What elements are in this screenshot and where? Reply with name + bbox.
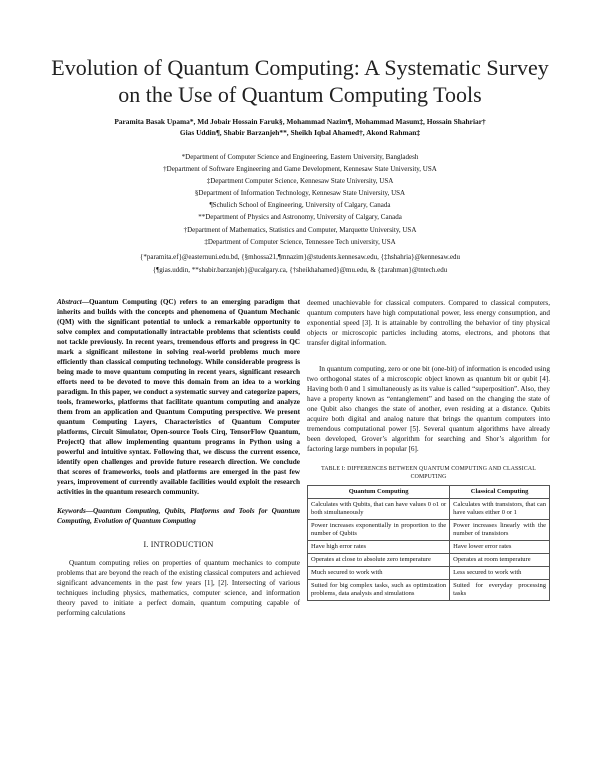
keywords <box>57 506 300 526</box>
table-cell: Power increases linearly with the number of transistors <box>450 520 550 541</box>
intro-paragraph: Quantum computing relies on properties of quantum mechanics to compute problems that are beyond the reach of the existing classical computers and achieved significant advancements in the past few years [1], [2]. Intersecting of various techniques including physics, mathematics, computer science, and information theory paved to initiate a perfect domain, quantum computing capable of performing calculations <box>57 559 300 617</box>
table-row <box>308 520 550 541</box>
table-row <box>308 567 550 580</box>
table-header: Classical Computing <box>450 486 550 499</box>
keywords-label: Keywords— <box>57 507 93 515</box>
abstract-label: Abstract— <box>57 298 89 306</box>
table-cell: Calculates with transistors, that can have values either 0 or 1 <box>450 499 550 520</box>
table-caption: TABLE I: DIFFERENCES BETWEEN QUANTUM COMPUTING AND CLASSICAL COMPUTING <box>321 466 536 480</box>
affiliation: **Department of Physics and Astronomy, University of Calgary, Canada <box>198 213 402 222</box>
keywords-text: Quantum Computing, Qubits, Platforms and Tools for Quantum Computing, Evolution of Quantum Computing <box>57 507 300 525</box>
section-heading-introduction: I. INTRODUCTION <box>143 540 214 549</box>
email-line: {*paramita.ef}@easternuni.edu.bd, {§mhossa21,¶mnazim}@students.kennesaw.edu, {‡hshahria}@kennesaw.edu <box>140 253 460 261</box>
table-row <box>308 499 550 520</box>
affiliation: ‡Department of Computer Science, Tennessee Tech university, USA <box>204 237 396 246</box>
table-row <box>308 541 550 554</box>
email-list <box>60 251 540 276</box>
table-cell: Suited for everyday processing tasks <box>450 580 550 601</box>
table-row <box>308 554 550 567</box>
table-header: Quantum Computing <box>308 486 450 499</box>
table-cell: Calculates with Qubits, that can have values 0 o1 or both simultaneously <box>308 499 450 520</box>
affiliation: ¶Schulich School of Engineering, University of Calgary, Canada <box>209 201 391 210</box>
table-cell: Less secured to work with <box>450 567 550 580</box>
table-row <box>308 580 550 601</box>
affiliation: *Department of Computer Science and Engineering, Eastern University, Bangladesh <box>181 153 419 161</box>
email-line: {¶gias.uddin, **shabir.barzanjeh}@ucalgary.ca, {†sheikhahamed}@mu.edu, & {‡arahman}@tntech.edu <box>152 265 448 274</box>
affiliation: ‡Department Computer Science, Kennesaw State University, USA <box>206 177 394 186</box>
author-list <box>55 116 545 138</box>
right-column <box>307 298 550 601</box>
affiliation-list <box>60 151 540 248</box>
table-cell: Operates at close to absolute zero temperature <box>308 554 450 567</box>
comparison-table <box>307 485 550 601</box>
body-paragraph: In quantum computing, zero or one bit (one-bit) of information is encoded using two orthogonal states of a microscopic object known as quantum bit or qubit [4]. Having both 0 and 1 simultaneously as its value is called “superposition”. Also, they have a property known as “entanglement” and based on the changing the state of one Qubit also changes the state of another, even residing at a distance. Qubits acquire both digital and analog nature that brings the quantum computers into tremendous computational power [5]. Several quantum algorithms have already been developed, Grover’s algorithm for searching and Shor’s algorithm for factoring large numbers in popular [6]. <box>307 365 550 453</box>
table-header-row <box>308 486 550 499</box>
abstract-text: Quantum Computing (QC) refers to an emerging paradigm that inherits and builds with the concepts and phenomena of Quantum Mechanic (QM) with the significant potential to unlock a remarkable opportunity to solve complex and computationally intractable problems that scientists could not tackle previously. In recent years, tremendous efforts and progress in QC mark a significant milestone in solving real-world problems much more efficiently than classical computing technology. While considerable progress is being made to move quantum computing in recent years, significant research efforts need to be devoted to move this domain from an idea to a working paradigm. In this paper, we conduct a systematic survey and categorize papers, tools, frameworks, platforms that facilitate quantum computing and analyze them from an application and Quantum Computing perspective. We present quantum Computing Layers, Characteristics of Quantum Computer platforms, Circuit Simulator, Open-source Tools Cirq, TensorFlow Quantum, ProjectQ that allow implementing quantum programs in Python using a powerful and intuitive syntax. Following that, we discuss the current essence, identify open challenges and provide future research direction. We conclude that scores of frameworks, tools and platforms are emerged in the past few years, improvement of currently available facilities would exploit the research activities in the quantum research community. <box>57 298 300 496</box>
body-paragraph: deemed unachievable for classical computers. Compared to classical computers, quantum computers have high computational power, less energy consumption, and exponential speed [3]. It is attainable by controlling the behavior of tiny physical objects or microscopic particles including atoms, electrons, and photons that transfer digital information. <box>307 299 550 347</box>
paper-title: Evolution of Quantum Computing: A Systematic Survey on the Use of Quantum Computing Tools <box>51 55 549 107</box>
author-line: Gias Uddin¶, Shabir Barzanjeh**, Sheikh Iqbal Ahamed†, Akond Rahman‡ <box>179 128 421 137</box>
table-cell: Operates at room temperature <box>450 554 550 567</box>
left-column <box>57 297 300 618</box>
affiliation: †Department of Software Engineering and Game Development, Kennesaw State University, USA <box>163 165 437 174</box>
affiliation: §Department of Information Technology, Kennesaw State University, USA <box>194 189 406 198</box>
table-cell: Much secured to work with <box>308 567 450 580</box>
table-cell: Power increases exponentially in proportion to the number of Qubits <box>308 520 450 541</box>
abstract <box>57 297 300 497</box>
table-cell: Have high error rates <box>308 541 450 554</box>
table-cell: Have lower error rates <box>450 541 550 554</box>
author-line: Paramita Basak Upama*, Md Jobair Hossain Faruk§, Mohammad Nazim¶, Mohammad Masum‡, Hossain Shahriar† <box>114 117 486 126</box>
affiliation: †Department of Mathematics, Statistics and Computer, Marquette University, USA <box>183 225 417 234</box>
table-cell: Suited for big complex tasks, such as optimization problems, data analysis and simulations <box>308 580 450 601</box>
